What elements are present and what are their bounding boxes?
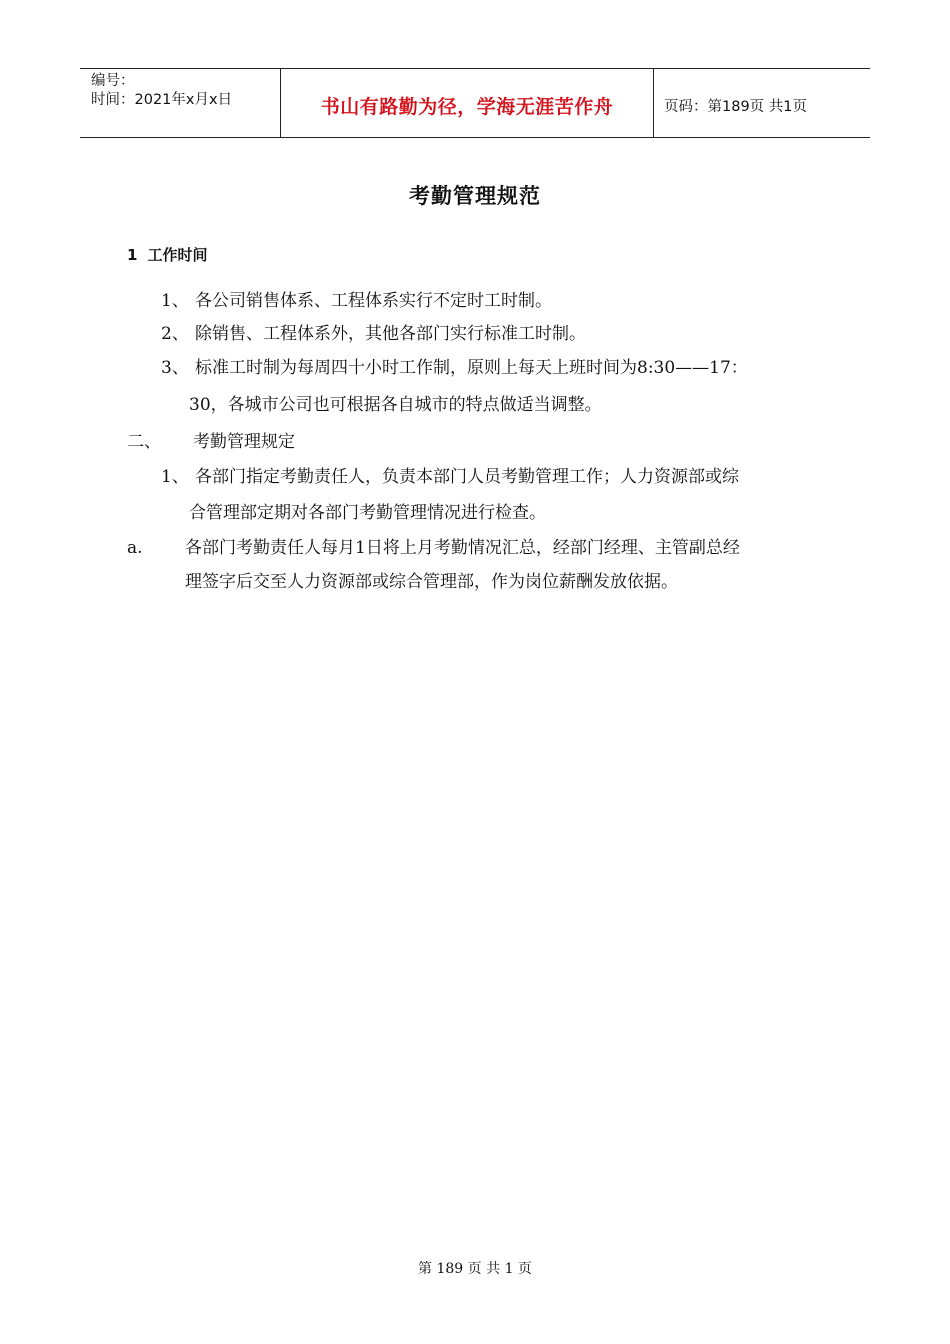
section-1-title: 工作时间 <box>147 246 208 264</box>
list-item-text: 各部门指定考勤责任人，负责本部门人员考勤管理工作；人力资源部或综 <box>195 467 739 487</box>
list-item-label: 1、 <box>161 467 189 487</box>
list-item-label: 1、 <box>161 291 189 311</box>
list-item <box>127 533 740 558</box>
header-meta-cell <box>80 69 281 137</box>
document-date: 时间：2021年x月x日 <box>91 92 233 108</box>
motto-text: 书山有路勤为径，学海无涯苦作舟 <box>320 95 614 118</box>
list-item-label: 2、 <box>161 324 189 344</box>
list-item-text: 各公司销售体系、工程体系实行不定时工时制。 <box>195 291 552 311</box>
list-item <box>161 319 586 344</box>
section-1-heading <box>127 244 207 265</box>
document-code-label: 编号： <box>91 73 135 89</box>
list-item-continuation: 30，各城市公司也可根据各自城市的特点做适当调整。 <box>189 395 602 415</box>
list-item-label: a. <box>127 538 143 558</box>
section-2-heading <box>127 427 295 452</box>
section-2-title: 考勤管理规定 <box>193 432 295 452</box>
page-info: 页码：第189页 共1页 <box>664 98 808 115</box>
header-motto-cell <box>281 69 654 137</box>
list-item <box>161 462 739 487</box>
section-1-number: 1 <box>127 246 138 264</box>
page-title: 考勤管理规范 <box>409 184 541 208</box>
list-item-text: 标准工时制为每周四十小时工作制，原则上每天上班时间为8:30——17： <box>195 358 748 378</box>
list-item-continuation: 合管理部定期对各部门考勤管理情况进行检查。 <box>189 503 546 523</box>
header-table <box>80 68 870 138</box>
section-2-label: 二、 <box>127 432 161 452</box>
list-item-text: 各部门考勤责任人每月1日将上月考勤情况汇总，经部门经理、主管副总经 <box>185 538 740 558</box>
page-footer: 第 189 页 共 1 页 <box>418 1261 532 1277</box>
list-item-label: 3、 <box>161 358 189 378</box>
list-item-continuation: 理签字后交至人力资源部或综合管理部，作为岗位薪酬发放依据。 <box>185 572 678 592</box>
list-item <box>161 286 552 311</box>
header-page-cell <box>654 71 870 139</box>
list-item <box>161 353 748 378</box>
list-item-text: 除销售、工程体系外，其他各部门实行标准工时制。 <box>195 324 586 344</box>
